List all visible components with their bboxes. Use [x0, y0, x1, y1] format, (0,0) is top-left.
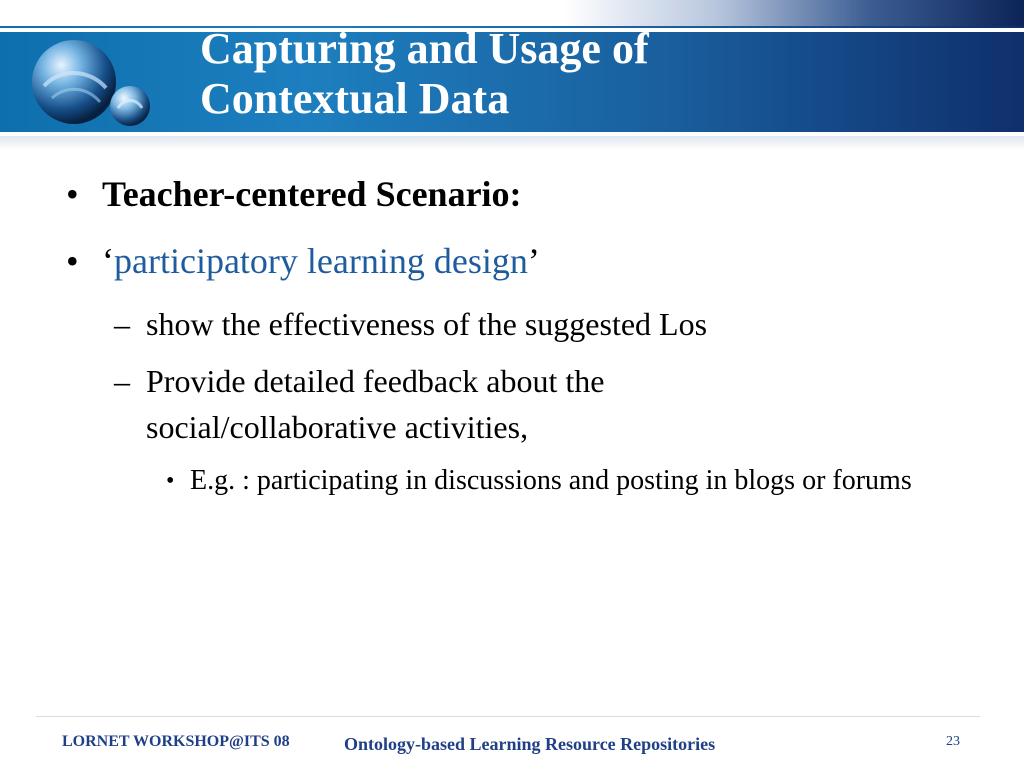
dash-glyph: – — [114, 306, 130, 342]
header-lower-band — [0, 136, 1024, 150]
participatory-learning-design-text: participatory learning design — [114, 241, 528, 281]
sub-bullet-text: Provide detailed feedback about the social/collaborative activities, — [146, 363, 605, 445]
sub-bullet-feedback — [114, 358, 914, 450]
globe-spheres-logo-icon — [22, 36, 162, 132]
sub-bullet-text: show the effectiveness of the suggested Los — [146, 306, 708, 342]
bullet-text — [102, 240, 540, 282]
close-quote: ’ — [527, 241, 540, 281]
sub-sub-bullet-example — [166, 461, 946, 501]
sub-bullet-effectiveness — [114, 301, 914, 347]
bullet-glyph: • — [66, 174, 79, 214]
footer-page-number: 23 — [946, 734, 960, 749]
bullet-glyph: • — [66, 241, 79, 281]
open-quote: ‘ — [102, 241, 114, 281]
bullet-glyph: • — [166, 468, 175, 494]
title-line-2: Contextual Data — [200, 74, 510, 123]
slide-title — [200, 24, 649, 124]
title-line-1: Capturing and Usage of — [200, 24, 649, 73]
footer-workshop-label: LORNET WORKSHOP@ITS 08 — [62, 733, 290, 750]
footer-presentation-title: Ontology-based Learning Resource Repositories — [344, 734, 716, 754]
slide-header — [0, 0, 1024, 150]
bullet-text: Teacher-centered Scenario: — [102, 174, 522, 214]
footer-divider — [36, 716, 980, 717]
sub-sub-bullet-text: E.g. : participating in discussions and posting in blogs or forums — [190, 465, 912, 496]
header-top-band — [0, 0, 1024, 26]
dash-glyph: – — [114, 363, 130, 399]
